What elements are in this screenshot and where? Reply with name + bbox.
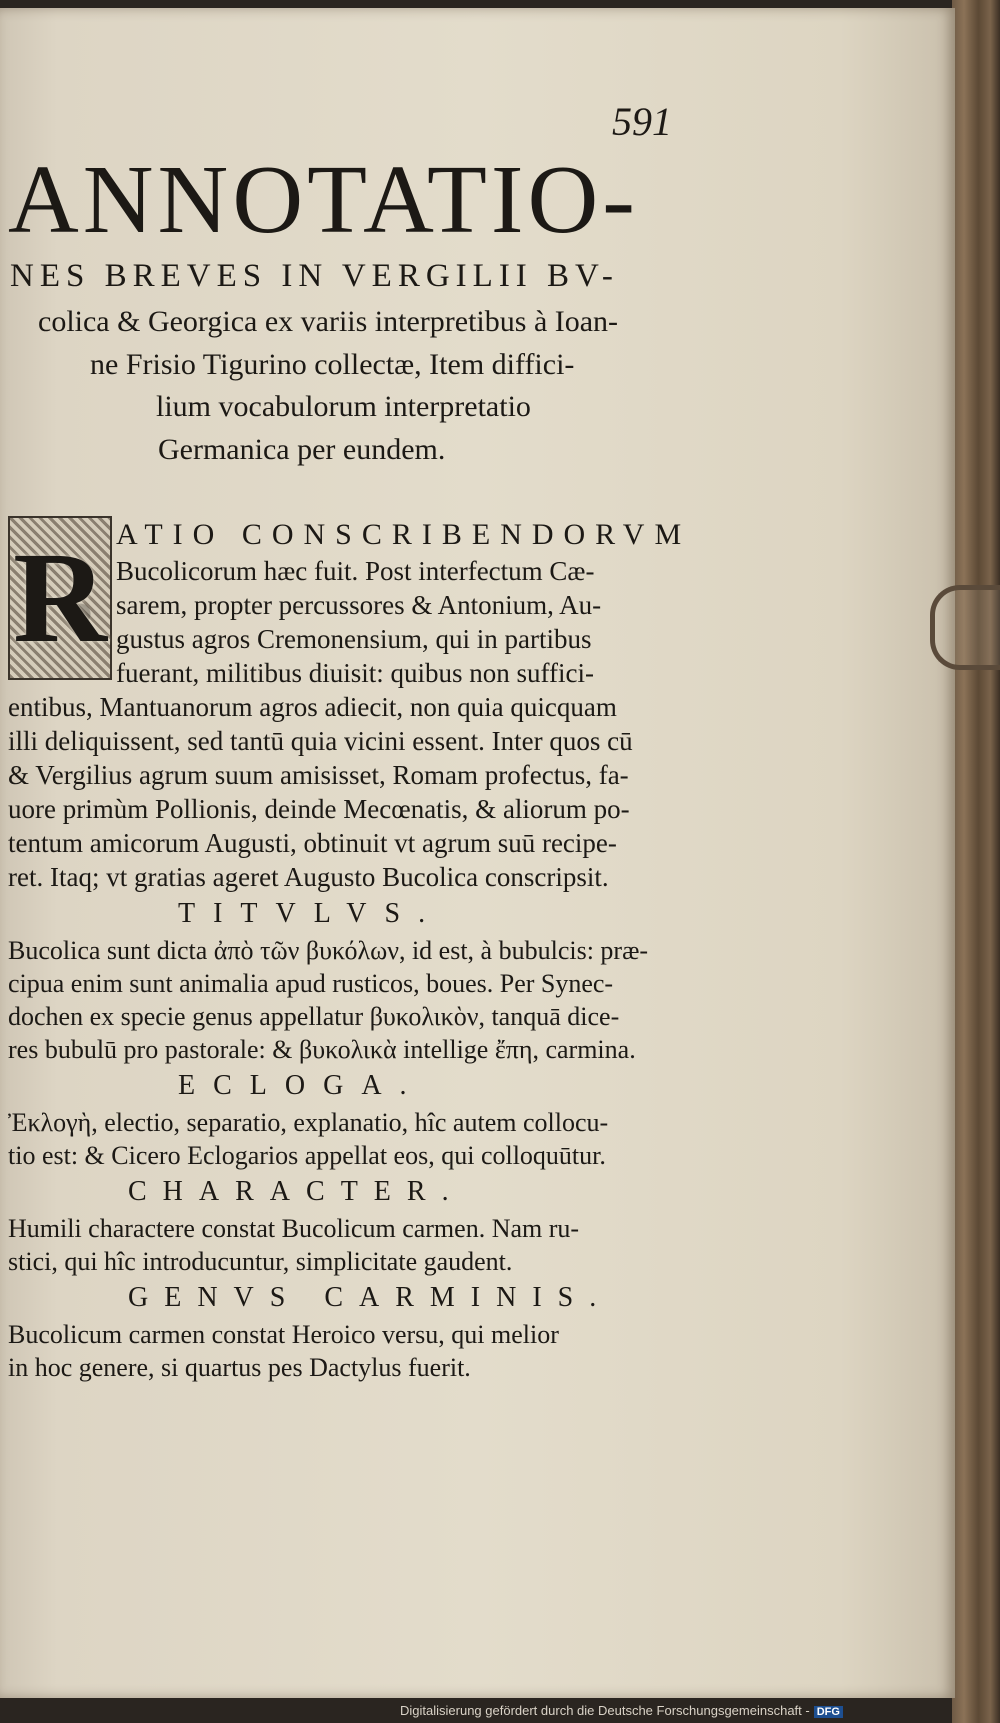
intro-line: uore primùm Pollionis, deinde Mecœnatis, & aliorum po- [8, 794, 630, 824]
section-titulus [8, 894, 728, 1066]
book-edge [952, 0, 1000, 1723]
section-ecloga [8, 1066, 728, 1172]
section-heading: ECLOGA. [178, 1070, 425, 1101]
subtitle-line-4: ne Frisio Tigurino collectæ, Item diffici- [90, 348, 575, 381]
intro-line: tentum amicorum Augusti, obtinuit vt agrum suū recipe- [8, 828, 617, 858]
intro-line: gustus agros Cremonensium, qui in partibus [116, 624, 592, 654]
book-clasp [930, 585, 1000, 670]
subtitle-line-2: NES BREVES IN VERGILII BV- [10, 258, 619, 294]
initial-letter: R [13, 526, 107, 670]
section-line: Humili charactere constat Bucolicum carmen. Nam ru- [8, 1214, 580, 1243]
intro-line: Bucolicorum hæc fuit. Post interfectum Cæ- [116, 556, 595, 586]
intro-paragraph [8, 516, 728, 894]
section-line: in hoc genere, si quartus pes Dactylus fuerit. [8, 1353, 471, 1382]
title: ANNOTATIO- [8, 146, 639, 254]
subtitle-line-5: lium vocabulorum interpretatio [156, 390, 531, 423]
subtitle-line-3: colica & Georgica ex variis interpretibus à Ioan- [38, 305, 619, 338]
intro-line: & Vergilius agrum suum amisisset, Romam profectus, fa- [8, 760, 629, 790]
subtitle-line-6: Germanica per eundem. [158, 433, 446, 466]
section-heading: GENVS CARMINIS. [128, 1282, 613, 1313]
intro-line: entibus, Mantuanorum agros adiecit, non quia quicquam [8, 692, 617, 722]
book-page [0, 8, 955, 1698]
section-line: cipua enim sunt animalia apud rusticos, boues. Per Synec- [8, 969, 614, 998]
section-genus-carminis [8, 1278, 728, 1384]
section-line: dochen ex specie genus appellatur βυκολικὸν, tanquā dice- [8, 1002, 620, 1031]
intro-line: fuerant, militibus diuisit: quibus non suffici- [116, 658, 594, 688]
intro-line: ATIO CONSCRIBENDORVM [116, 518, 692, 551]
digitization-credit [400, 1703, 843, 1718]
intro-line: ret. Itaq; vt gratias ageret Augusto Bucolica conscripsit. [8, 862, 609, 892]
page-number: 591 [612, 99, 672, 144]
section-heading: CHARACTER. [128, 1176, 465, 1207]
page-text [8, 148, 728, 1384]
section-line: Bucolicum carmen constat Heroico versu, qui melior [8, 1320, 559, 1349]
section-line: stici, qui hîc introducuntur, simplicitate gaudent. [8, 1247, 513, 1276]
intro-line: illi deliquissent, sed tantū quia vicini essent. Inter quos cū [8, 726, 633, 756]
decorated-initial [8, 516, 112, 680]
section-heading: TITVLVS. [178, 898, 444, 929]
section-line: Bucolica sunt dicta ἀπὸ τῶν βυκόλων, id est, à bubulcis: præ- [8, 936, 649, 965]
credit-text: Digitalisierung gefördert durch die Deutsche Forschungsgemeinschaft - [400, 1703, 810, 1718]
section-line: Ἐκλογὴ, electio, separatio, explanatio, hîc autem collocu- [8, 1108, 609, 1137]
section-line: tio est: & Cicero Eclogarios appellat eos, qui colloquūtur. [8, 1141, 606, 1170]
section-line: res bubulū pro pastorale: & βυκολικὰ intellige ἔπη, carmina. [8, 1035, 636, 1064]
dfg-logo: DFG [814, 1706, 843, 1718]
intro-line: sarem, propter percussores & Antonium, Au- [116, 590, 602, 620]
section-character [8, 1172, 728, 1278]
